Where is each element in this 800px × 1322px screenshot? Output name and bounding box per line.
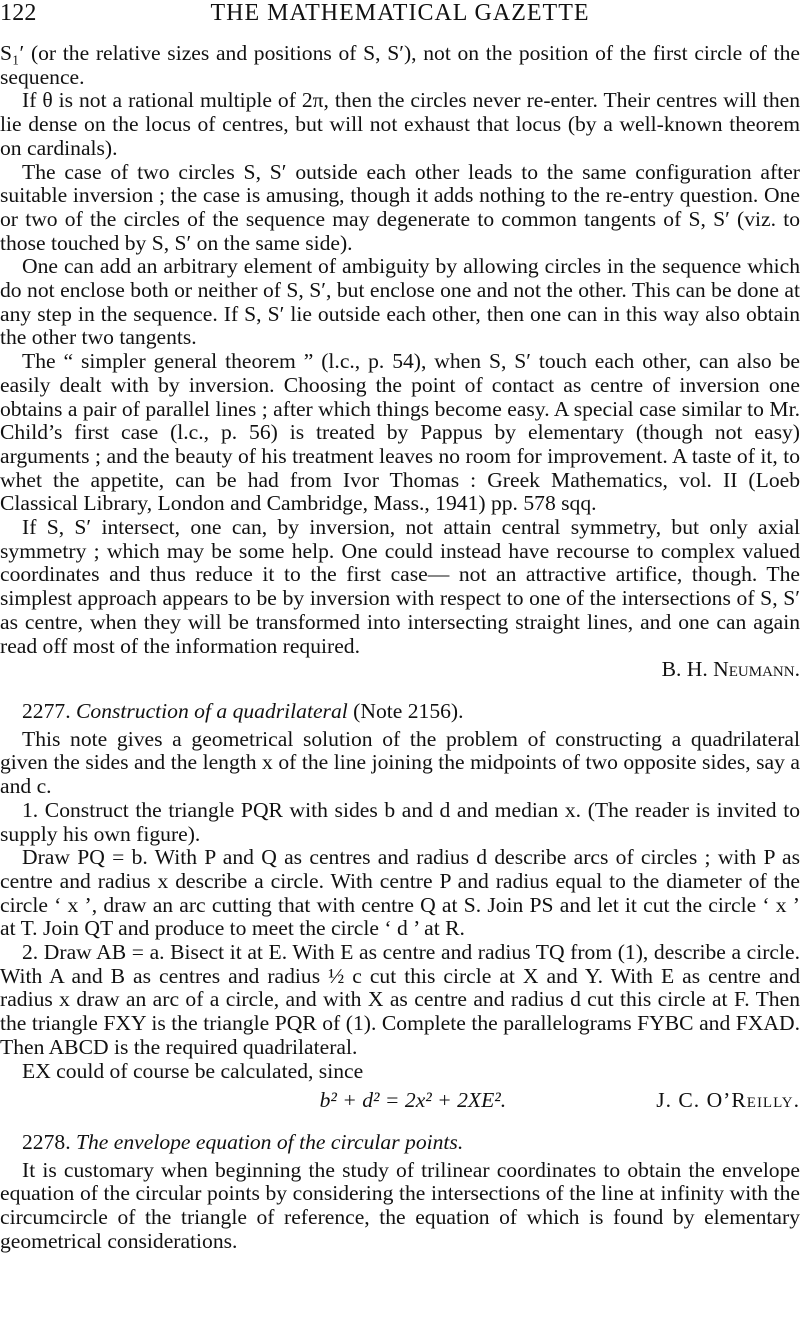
note-number: 2278.: [22, 1129, 71, 1154]
paragraph: One can add an arbitrary element of ambiguity by allowing circles in the sequence which do not enclose both or neither of S, S′, but enclose one and not the other. This can be done at any step in the sequence. If S, S′ lie outside each other, then one can in this way also obtain the other two tangents.: [0, 254, 800, 350]
article-body: [0, 42, 800, 1253]
equation-line: [0, 1089, 800, 1113]
journal-title: THE MATHEMATICAL GAZETTE: [210, 0, 590, 26]
page-number: 122: [0, 0, 37, 26]
paragraph: 1. Construct the triangle PQR with sides b and d and median x. (The reader is invited to supply his own figure).: [0, 797, 800, 846]
note-heading-2278: [0, 1131, 800, 1155]
paragraph: EX could of course be calculated, since: [22, 1058, 364, 1083]
paragraph-continuation: S₁′ (or the relative sizes and positions of S, S′), not on the position of the first circle of the sequence.: [0, 41, 800, 89]
note-reference: (Note 2156).: [353, 698, 464, 723]
paragraph: It is customary when beginning the study of trilinear coordinates to obtain the envelope equation of the circular points by considering the intersections of the line at infinity with the circumcircle of the triangle of reference, the equation of which is found by elementary geometrical considerations.: [0, 1157, 800, 1253]
paragraph: 2. Draw AB = a. Bisect it at E. With E as centre and radius TQ from (1), describe a circle. With A and B as centres and radius ½ c cut this circle at X and Y. With E as centre and radius x draw an arc of a circle, and with X as centre and radius d cut this circle at F. Then the triangle FXY is the triangle PQR of (1). Complete the parallelograms FYBC and FXAD. Then ABCD is the required quadrilateral.: [0, 940, 800, 1059]
paragraph: If θ is not a rational multiple of 2π, then the circles never re-enter. Their centres will then lie dense on the locus of centres, but will not exhaust that locus (by a well-known theorem on cardinals).: [0, 88, 800, 160]
equation: b² + d² = 2x² + 2XE².: [319, 1088, 507, 1113]
paragraph: The case of two circles S, S′ outside each other leads to the same configuration after suitable inversion ; the case is amusing, though it adds nothing to the re-entry question. One or two of the circles of the sequence may degenerate to common tangents of S, S′ (viz. to those touched by S, S′ on the same side).: [0, 159, 800, 255]
signature-line: [0, 658, 800, 682]
paragraph: Draw PQ = b. With P and Q as centres and radius d describe arcs of circles ; with P as centre and radius x describe a circle. With centre P and radius equal to the diameter of the circle ‘ x ’, draw an arc cutting that with centre Q at S. Join PS and let it cut the circle ‘ x ’ at T. Join QT and produce to meet the circle ‘ d ’ at R.: [0, 845, 800, 941]
note-title: Construction of a quadrilateral: [76, 698, 348, 723]
running-head: [0, 0, 800, 28]
paragraph: The “ simpler general theorem ” (l.c., p. 54), when S, S′ touch each other, can also be easily dealt with by inversion. Choosing the point of contact as centre of inversion one obtains a pair of parallel lines ; after which things become easy. A special case similar to Mr. Child’s first case (l.c., p. 56) is treated by Pappus by elementary (though not easy) arguments ; and the beauty of his treatment leaves no room for improvement. A taste of it, to whet the appetite, can be had from Ivor Thomas : Greek Mathematics, vol. II (Loeb Classical Library, London and Cambridge, Mass., 1941) pp. 578 sqq.: [0, 349, 800, 516]
author-signature: J. C. O’Reilly.: [656, 1088, 800, 1113]
author-signature: B. H. Neumann.: [661, 657, 800, 682]
paragraph: This note gives a geometrical solution of the problem of constructing a quadrilateral given the sides and the length x of the line joining the midpoints of two opposite sides, say a and c.: [0, 726, 800, 799]
note-title: The envelope equation of the circular points.: [76, 1129, 464, 1154]
note-number: 2277.: [22, 698, 71, 723]
paragraph: If S, S′ intersect, one can, by inversion, not attain central symmetry, but only axial symmetry ; which may be some help. One could instead have recourse to complex valued coordinates and thus reduce it to the first case— not an attractive artifice, though. The simplest approach appears to be by inversion with respect to one of the intersections of S, S′ as centre, when they will be transformed into intersecting straight lines, and one can again read off most of the information required.: [0, 515, 800, 658]
note-heading-2277: [0, 700, 800, 724]
